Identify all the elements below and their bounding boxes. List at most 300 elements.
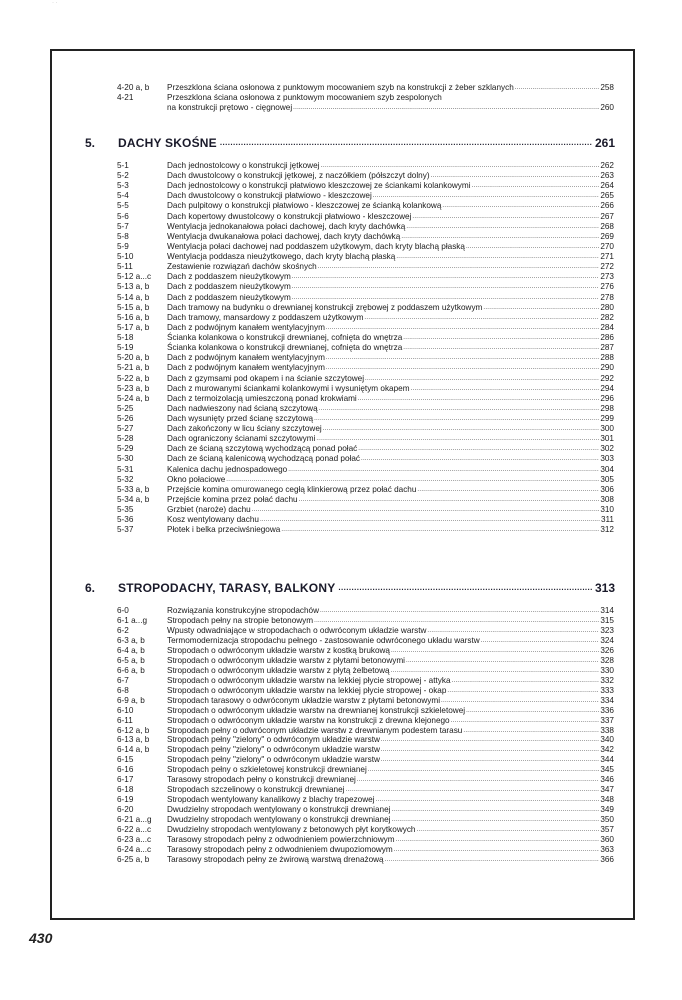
toc-entry-number: 6-17 [117,775,134,785]
toc-entry-number: 6-7 [117,675,129,685]
toc-entry-number: 5-6 [117,211,129,221]
toc-entry [117,765,614,775]
toc-entry-page: 342 [600,745,614,755]
leader-dots [220,135,592,151]
toc-entry-number: 6-5 a, b [117,655,145,665]
toc-entry-continuation [167,103,614,113]
toc-entry-title: Dach z podwójnym kanałem wentylacyjnym [167,353,325,363]
leader-dots [447,686,599,696]
leader-dots [358,394,600,404]
leader-dots [403,333,599,343]
leader-dots [406,656,599,666]
toc-entry-number: 6-0 [117,606,129,615]
toc-entry [117,525,614,535]
toc-entry-page: 338 [600,725,614,735]
toc-entry [117,485,614,495]
toc-entry-number: 6-24 a...c [117,845,152,855]
leader-dots [396,252,599,262]
toc-entry-number: 5-32 [117,474,134,484]
leader-dots [357,775,599,785]
toc-entry-title: Stropodach pełny o odwróconym układzie warstw z drewnianym podestem tarasu [167,725,463,735]
toc-entry-title: Stropodach wentylowany kanalikowy z blachy trapezowej [167,795,375,805]
toc-entry-number: 5-8 [117,231,129,241]
toc-entry-page: 282 [600,312,614,322]
leader-dots [345,785,599,795]
leader-dots [358,444,599,454]
toc-entry-number: 5-7 [117,221,129,231]
toc-entry [117,313,614,323]
toc-entry [117,686,614,696]
toc-entry [117,414,614,424]
toc-entry-title: Kosz wentylowany dachu [167,515,259,525]
toc-entry-page: 302 [600,444,614,454]
toc-entry [117,201,614,211]
toc-entry-page: 272 [600,262,614,272]
leader-dots [376,795,600,805]
toc-entry-number: 6-18 [117,785,134,795]
leader-dots [381,745,599,755]
toc-entry-number: 6-12 a, b [117,725,150,735]
toc-entry [117,465,614,475]
toc-entry-number: 5-13 a, b [117,282,150,292]
toc-entry-page: 273 [600,272,614,282]
toc-entry-number: 6-8 [117,685,129,695]
toc-entry-number: 5-21 a, b [117,363,150,373]
leader-dots [323,424,600,434]
toc-entry-page: 323 [600,625,614,635]
toc-entry-page: 276 [600,282,614,292]
toc-entry-number: 5-17 a, b [117,322,150,332]
toc-entry-page: 314 [600,606,614,615]
toc-entry [117,262,614,272]
toc-entry [117,495,614,505]
toc-entry [117,785,614,795]
toc-entry-title: Dach tramowy, mansardowy z poddaszem użytkowym [167,312,364,322]
toc-entry [117,646,614,656]
toc-entry [117,636,614,646]
toc-entry [117,191,614,201]
leader-dots [326,363,599,373]
leader-dots [431,171,600,181]
leader-dots [441,696,599,706]
toc-entry-number: 6-21 a...g [117,815,152,825]
leader-dots [391,646,599,656]
toc-entry-number: 6-11 [117,715,133,725]
toc-entry-title: Rozwiązania konstrukcyjne stropodachów [167,606,320,615]
leader-dots [412,212,599,222]
toc-entry-title: Zestawienie rozwiązań dachów skośnych [167,262,317,272]
toc-entry [117,252,614,262]
toc-entry-title: Dwudzielny stropodach wentylowany o konstrukcji drewnianej [167,805,391,815]
toc-entry-page: 349 [600,805,614,815]
toc-entry-title: Tarasowy stropodach pełny z odwodnieniem powierzchniowym [167,835,395,845]
toc-entry-title: na konstrukcji prętowo - cięgnowej [167,103,293,112]
toc-entry [117,333,614,343]
leader-dots [466,706,599,716]
toc-entry-page: 336 [600,705,614,715]
toc-entry-number: 5-37 [117,525,134,535]
toc-entry-page: 269 [600,231,614,241]
toc-entry [117,706,614,716]
toc-entry-page: 328 [600,655,614,665]
toc-entry-number: 6-20 [117,805,134,815]
toc-entry-title: Dach jednostolcowy o konstrukcji płatwiowo kleszczowej ze ściankami kolankowymi [167,181,471,191]
toc-entry-number: 6-22 a...c [117,825,152,835]
toc-entry-number: 5-35 [117,505,134,515]
toc-entry-title: Dach z poddaszem nieużytkowym [167,292,291,302]
toc-entry-title: Płotek i belka przeciwśniegowa [167,525,281,535]
toc-entry-number: 6-23 a...c [117,835,152,845]
toc-entry-page: 280 [600,302,614,312]
leader-dots [416,825,599,835]
toc-entry-page: 360 [600,835,614,845]
toc-entry-page: 326 [600,645,614,655]
toc-entry-number: 5-15 a, b [117,302,150,312]
toc-entry-number: 5-19 [117,343,134,353]
toc-entry [117,83,614,93]
toc-entry-page: 262 [600,161,614,170]
toc-entry-number: 5-34 a, b [117,494,150,504]
toc-entry [117,171,614,181]
toc-entry-page: 298 [600,403,614,413]
toc-entry [117,232,614,242]
toc-entry-title: Dach kopertowy dwustolcowy o konstrukcji płatwiowo - kleszczowej [167,211,412,221]
toc-entry-number: 5-30 [117,454,134,464]
toc-entry-page: 278 [600,292,614,302]
toc-entry-number: 5-36 [117,515,134,525]
toc-entry-title: Stropodach szczelinowy o konstrukcji drewnianej [167,785,345,795]
leader-dots [411,384,600,394]
toc-entry-title: Dach z poddaszem nieużytkowym [167,272,291,282]
toc-entry-page: 333 [600,685,614,695]
toc-entry [117,656,614,666]
toc-entry-title: Dach jednostolcowy o konstrukcji jętkowej [167,161,320,170]
toc-entry-number: 5-26 [117,414,134,423]
toc-entry-number: 5-14 a, b [117,292,150,302]
toc-entry-title: Dach ze ścianą szczytową wychodzącą ponad połać [167,444,358,454]
leader-dots [320,606,599,616]
chapter-page: 313 [594,581,615,595]
toc-entry-title: Grzbiet (naroże) dachu [167,505,251,515]
toc-entry-number: 6-14 a, b [117,745,150,755]
leader-dots [316,434,599,444]
toc-entry-title: Stropodach o odwróconym układzie warstw z płytami betonowymi [167,655,405,665]
toc-entry [117,222,614,232]
toc-entry-page: 334 [600,695,614,705]
leader-dots [365,374,599,384]
toc-entry [117,374,614,384]
toc-entry-page: 264 [600,181,614,191]
toc-entry-page: 303 [600,454,614,464]
toc-entry-title: Ścianka kolankowa o konstrukcji drewnianej, cofnięta do wnętrza [167,333,403,343]
toc-entry-number: 6-10 [117,705,134,715]
toc-entry-title: Stropodach o odwróconym układzie warstw na lekkiej płycie stropowej - okap [167,685,447,695]
toc-entry-number: 5-23 a, b [117,383,150,393]
toc-entry-page: 299 [600,414,614,423]
leader-dots [381,735,599,745]
toc-entry-number: 5-2 [117,171,129,181]
toc-entry-page: 268 [600,221,614,231]
toc-entry [117,825,614,835]
toc-entry-number: 6-15 [117,755,134,765]
leader-dots [318,262,600,272]
toc-entry [117,735,614,745]
leader-dots [361,454,599,464]
toc-entry-page: 300 [600,424,614,434]
toc-entry-page: 330 [600,665,614,675]
leader-dots [515,83,600,93]
toc-entry [117,272,614,282]
toc-entry [117,242,614,252]
leader-dots [442,201,599,211]
toc-entry [117,676,614,686]
leader-dots [394,845,600,855]
toc-entry-number: 5-28 [117,434,134,444]
leader-dots [314,414,599,424]
toc-entry-page: 296 [600,393,614,403]
toc-entry-page: 284 [600,322,614,332]
toc-entry-title: Dach z murowanymi ściankami kolankowymi i wysuniętym okapem [167,383,410,393]
toc-entry-title: Tarasowy stropodach pełny z odwodnieniem dwupoziomowym [167,845,393,855]
toc-entry-page: 340 [600,735,614,745]
leader-dots [401,232,599,242]
toc-entry-title: Dach ograniczony ścianami szczytowymi [167,434,316,444]
toc-entry-title: Dwudzielny stropodach wentylowany z betonowych płyt korytkowych [167,825,416,835]
toc-entry-page: 287 [600,343,614,353]
toc-entry [117,303,614,313]
toc-entry-title: Dach wysunięty przed ścianę szczytową [167,414,314,423]
toc-entry-title: Dach z termoizolacją umieszczoną ponad krokwiami [167,393,357,403]
toc-entry [117,745,614,755]
toc-entry [117,384,614,394]
toc-entry [117,363,614,373]
toc-entry [117,775,614,785]
toc-entry-title: Stropodach o odwróconym układzie warstw z kostką brukową [167,645,390,655]
toc-entry-number: 5-1 [117,161,129,170]
leader-dots [385,855,600,865]
toc-entry-page: 301 [600,434,614,444]
leader-dots [288,465,599,475]
toc-entry [117,795,614,805]
toc-entry-number: 6-9 a, b [117,695,145,705]
toc-entry-number: 5-29 [117,444,134,454]
toc-entry-title: Dach z gzymsami pod okapem i na ścianie szczytowej [167,373,365,383]
toc-entry-title: Stropodach o odwróconym układzie warstw na lekkiej płycie stropowej - attyka [167,675,451,685]
toc-entry-page: 350 [600,815,614,825]
toc-entry [117,323,614,333]
toc-entry-title: Przeszklona ściana osłonowa z punktowym mocowaniem szyb na konstrukcji z żeber szklanych [167,83,514,92]
toc-entry-title: Wentylacja jednokanałowa połaci dachowej, dach kryty dachówką [167,221,406,231]
leader-dots [391,805,599,815]
toc-entry-page: 290 [600,363,614,373]
leader-dots [427,626,599,636]
toc-entry-title: Dach dwustolcowy o konstrukcji jętkowej, z naczółkiem (półszczyt dolny) [167,171,430,181]
toc-entry-page: 270 [600,241,614,251]
toc-entry-number: 5-4 [117,191,129,201]
toc-entry [117,343,614,353]
leader-dots [396,835,600,845]
toc-entry-page: 332 [600,675,614,685]
toc-entry-number: 5-33 a, b [117,484,150,494]
toc-entry-page: 260 [600,103,614,112]
toc-entry-title: Przejście komina przez połać dachu [167,494,298,504]
page-number: 430 [29,930,53,946]
leader-dots [338,580,592,596]
toc-entry-title: Stropodach o odwróconym układzie warstw z płytą żelbetową [167,665,390,675]
toc-entry [117,424,614,434]
toc-entry-title: Dach pulpitowy o konstrukcji płatwiowo - kleszczowej ze ścianką kolankową [167,201,442,211]
toc-entry-page: 363 [600,845,614,855]
leader-dots [368,765,600,775]
toc-entry-title: Dach zakończony w licu ściany szczytowej [167,424,322,434]
leader-dots [463,726,599,736]
toc-entry [117,434,614,444]
toc-entry-title: Przeszklona ściana osłonowa z punktowym mocowaniem szyb zespolonych [167,93,442,102]
toc-entry-title: Dach z podwójnym kanałem wentylacyjnym [167,363,325,373]
toc-entry-title: Stropodach pełny "zielony" o odwróconym układzie warstw [167,735,380,745]
toc-entry-page: 315 [600,615,614,625]
chapter-page: 261 [594,136,615,150]
leader-dots [451,716,600,726]
toc-entry [117,394,614,404]
toc-entry-title: Wpusty odwadniające w stropodachach o odwróconym układzie warstw [167,625,427,635]
leader-dots [472,181,600,191]
toc-entry-number: 5-27 [117,424,134,434]
toc-entry [117,616,614,626]
leader-dots [483,303,599,313]
toc-entry [117,404,614,414]
chapter-heading [85,135,615,151]
toc-entry-title: Dwudzielny stropodach wentylowany o konstrukcji drewnianej [167,815,391,825]
toc-entry-number: 6-3 a, b [117,635,145,645]
toc-entry [117,845,614,855]
toc-entry-title: Stropodach pełny "zielony" o odwróconym układzie warstw [167,755,380,765]
toc-entry-number: 5-10 [117,252,134,262]
leader-dots [320,161,599,171]
toc-entry-page: 324 [600,635,614,645]
leader-dots [417,485,599,495]
toc-entry-page: 263 [600,171,614,181]
toc-entry-number: 5-11 [117,262,133,272]
toc-entry [117,161,614,171]
toc-entry-number: 5-22 a, b [117,373,150,383]
toc-entry-title: Dach dwustolcowy o konstrukcji płatwiowo - kleszczowej [167,191,372,201]
toc-entry-title: Stropodach pełny "zielony" o odwróconym układzie warstw [167,745,380,755]
leader-dots [252,505,600,515]
leader-dots [319,404,600,414]
toc-entry-page: 366 [600,855,614,864]
toc-entry-page: 288 [600,353,614,363]
toc-entry-title: Wentylacja poddasza nieużytkowego, dach kryty blachą płaską [167,252,396,262]
leader-dots [299,495,600,505]
toc-entry-number: 6-25 a, b [117,855,150,864]
toc-entry-title: Kalenica dachu jednospadowego [167,464,288,474]
leader-dots [391,815,599,825]
toc-entry [117,815,614,825]
toc-entry [117,444,614,454]
toc-entry [117,606,614,616]
leader-dots [466,242,599,252]
leader-dots [403,343,599,353]
toc-entry-page: 265 [600,191,614,201]
toc-entry [117,515,614,525]
chapter-title: STROPODACHY, TARASY, BALKONY [118,581,336,595]
toc-entry-page: 348 [600,795,614,805]
leader-dots [281,525,599,535]
toc-entry [117,212,614,222]
leader-dots [481,636,600,646]
toc-entry-number: 6-6 a, b [117,665,145,675]
leader-dots [406,222,599,232]
toc-entry-page: 310 [600,505,614,515]
toc-entry-page: 337 [600,715,614,725]
toc-entry [117,181,614,191]
toc-entry [117,353,614,363]
toc-entry-page: 357 [600,825,614,835]
toc-entry-title: Tarasowy stropodach pełny o konstrukcji drewnianej [167,775,356,785]
toc-entry-number: 5-12 a...c [117,272,152,282]
toc-entry-title: Dach tramowy na budynku o drewnianej konstrukcji zrębowej z poddaszem użytkowym [167,302,483,312]
toc-entry [117,666,614,676]
leader-dots [381,755,599,765]
toc-entry-number: 6-19 [117,795,134,805]
toc-entry-page: 266 [600,201,614,211]
chapter-number: 6. [85,581,96,595]
toc-entry [117,293,614,303]
toc-entry-title: Wentylacja dwukanałowa połaci dachowej, dach kryty dachówką [167,231,401,241]
toc-entry [117,726,614,736]
leader-dots [292,282,600,292]
toc-entry [117,696,614,706]
toc-entry-page: 345 [600,765,614,775]
toc-entry-title: Dach z poddaszem nieużytkowym [167,282,291,292]
toc-entry-page: 346 [600,775,614,785]
toc-entry-page: 347 [600,785,614,795]
toc-entry-title: Dach z podwójnym kanałem wentylacyjnym [167,322,325,332]
chapter-heading [85,580,615,596]
toc-entry [117,505,614,515]
toc-entry-number: 5-5 [117,201,129,211]
toc-entry-page: 311 [600,515,614,525]
toc-entry-page: 312 [600,525,614,535]
toc-entry-title: Stropodach tarasowy o odwróconym układzie warstw z płytami betonowymi [167,695,441,705]
toc-entry [117,855,614,865]
leader-dots [314,616,599,626]
toc-entry-number: 6-16 [117,765,134,775]
toc-entry [117,626,614,636]
toc-entry-number: 4-20 a, b [117,83,150,92]
toc-entry-page: 271 [600,252,614,262]
toc-entry-number: 5-9 [117,241,129,251]
leader-dots [226,475,599,485]
leader-dots [364,313,599,323]
toc-entry-number: 6-13 a, b [117,735,150,745]
toc-entry-title: Ścianka kolankowa o konstrukcji drewnianej, cofnięta do wnętrza [167,343,403,353]
toc-entry [117,716,614,726]
toc-entry-number: 6-4 a, b [117,645,145,655]
toc-entry-title: Stropodach pełny na stropie betonowym [167,615,314,625]
toc-entry [117,93,614,103]
toc-entry-page: 286 [600,333,614,343]
toc-entry-page: 344 [600,755,614,765]
leader-dots [293,103,599,113]
toc-entry-page: 294 [600,383,614,393]
toc-entry [117,835,614,845]
toc-entry-number: 5-3 [117,181,129,191]
toc-entry-title: Stropodach o odwróconym układzie warstw na drewnianej konstrukcji szkieletowej [167,705,466,715]
toc-entry-title: Tarasowy stropodach pełny ze żwirową warstwą drenażową [167,855,384,864]
toc-entry-title: Stropodach o odwróconym układzie warstw na konstrukcji z drewna klejonego [167,715,450,725]
